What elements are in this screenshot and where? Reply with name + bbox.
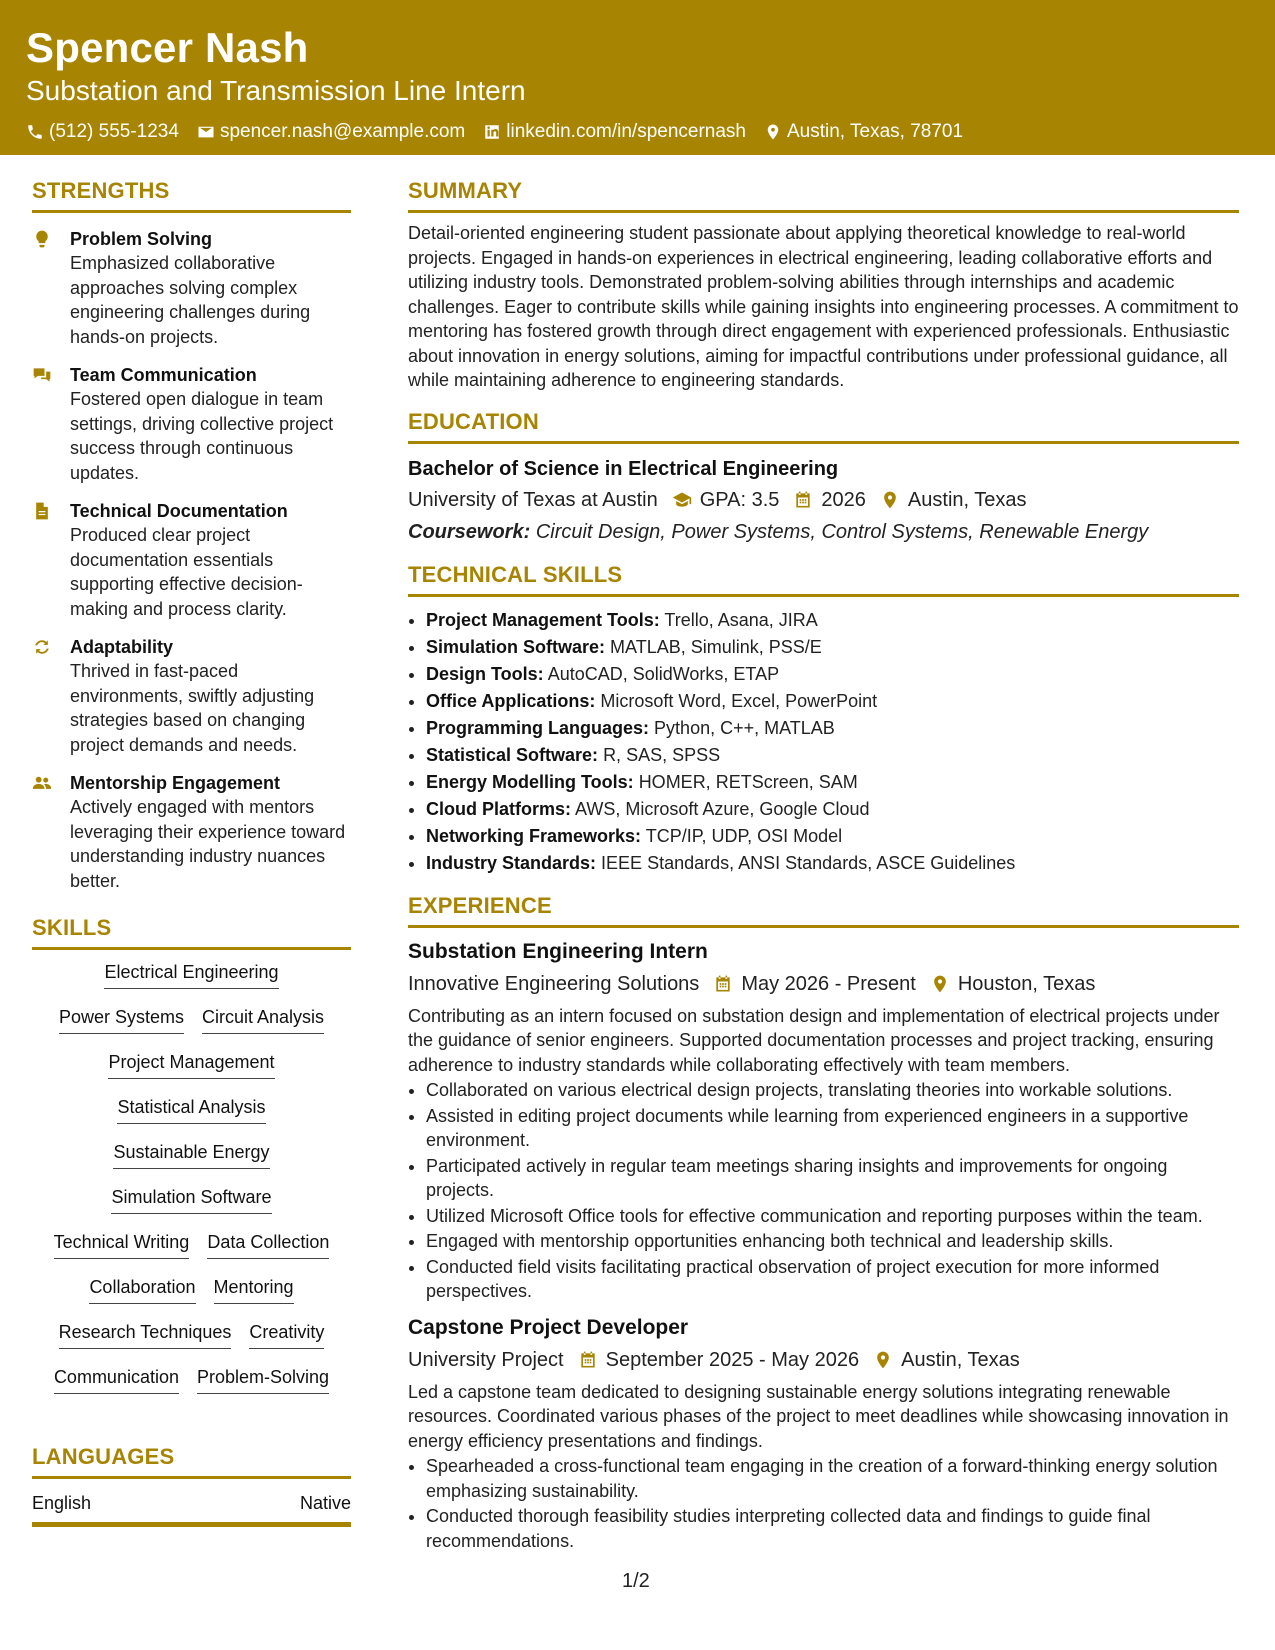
technical-skill-value: MATLAB, Simulink, PSS/E <box>610 636 822 657</box>
summary-heading: SUMMARY <box>408 178 1239 213</box>
degree-title: Bachelor of Science in Electrical Engineering <box>408 457 839 480</box>
strength-description: Fostered open dialogue in team settings, driving collective project success through continuous updates. <box>70 389 334 483</box>
contact-phone <box>26 120 179 144</box>
technical-skill-label: Design Tools: <box>426 663 544 684</box>
skill-tag: Creativity <box>249 1320 324 1349</box>
technical-skill-value: Python, C++, MATLAB <box>654 717 835 738</box>
resume-header <box>0 0 1275 155</box>
job-bullet: • Conducted field visits facilitating practical observation of project execution for more informed perspectives. <box>426 1255 1239 1304</box>
technical-skill-value: R, SAS, SPSS <box>603 744 721 765</box>
technical-skill-label: Project Management Tools: <box>426 609 660 630</box>
skill-tag: Mentoring <box>214 1275 294 1304</box>
lightbulb-icon <box>32 229 52 249</box>
job-title: Substation Engineering Intern <box>408 939 708 963</box>
users-icon <box>32 773 52 793</box>
technical-skill-label: Cloud Platforms: <box>426 798 572 819</box>
strength-item <box>32 635 351 757</box>
job-description: Led a capstone team dedicated to designing sustainable energy solutions integrating renewable resources. Coordinated various phases of the project to meet deadlines while showcasing innovation in energy efficiency presentations and findings. <box>408 1381 1229 1451</box>
technical-skill-value: Trello, Asana, JIRA <box>664 609 818 630</box>
gpa-item <box>672 486 780 514</box>
language-name: English <box>32 1493 92 1513</box>
job-bullets <box>408 1078 1239 1304</box>
chat-bubbles-icon <box>32 365 52 385</box>
coursework-label: Coursework: <box>408 520 531 543</box>
technical-skill-value: HOMER, RETScreen, SAM <box>638 771 858 792</box>
job-dates-item <box>713 970 916 998</box>
skill-tag: Project Management <box>108 1050 274 1079</box>
job-entry <box>408 1314 1239 1554</box>
strengths-heading: STRENGTHS <box>32 178 351 213</box>
jobs-list <box>408 938 1239 1554</box>
job-location: Houston, Texas <box>957 972 1096 995</box>
contact-bar <box>26 120 1249 144</box>
skills-list <box>32 960 351 1410</box>
job-bullet: • Collaborated on various electrical design projects, translating theories into workable solutions. <box>426 1078 1239 1103</box>
calendar-icon <box>713 974 733 994</box>
coursework-list: Circuit Design, Power Systems, Control Systems, Renewable Energy <box>535 520 1149 543</box>
job-dates: May 2026 - Present <box>741 972 916 995</box>
skill-tag: Research Techniques <box>59 1320 232 1349</box>
graduation-cap-icon <box>672 490 692 510</box>
job-dates-item <box>578 1346 860 1374</box>
skill-tag: Data Collection <box>207 1230 329 1259</box>
technical-skill-item <box>426 634 1239 661</box>
job-bullet: • Utilized Microsoft Office tools for effective communication and reporting purposes within the team. <box>426 1204 1239 1229</box>
linkedin-icon <box>483 123 501 141</box>
languages-section <box>32 1444 351 1527</box>
strength-description: Emphasized collaborative approaches solving complex engineering challenges during hands-on projects. <box>70 253 311 347</box>
technical-skill-value: AutoCAD, SolidWorks, ETAP <box>547 663 780 684</box>
skill-tag: Problem-Solving <box>197 1365 329 1394</box>
skill-tag: Circuit Analysis <box>202 1005 324 1034</box>
skill-row <box>32 1275 351 1320</box>
education-heading: EDUCATION <box>408 409 1239 444</box>
summary-section <box>408 178 1239 393</box>
phone-text: (512) 555-1234 <box>49 121 179 142</box>
job-bullet: • Participated actively in regular team meetings sharing insights and improvements for ongoing projects. <box>426 1154 1239 1203</box>
experience-section <box>408 893 1239 1554</box>
technical-skill-label: Programming Languages: <box>426 717 650 738</box>
refresh-icon <box>32 637 52 657</box>
strength-body <box>70 771 351 893</box>
skill-tag: Simulation Software <box>111 1185 271 1214</box>
education-section <box>408 409 1239 546</box>
skill-tag: Electrical Engineering <box>104 960 278 989</box>
strengths-list <box>32 227 351 893</box>
skills-heading: SKILLS <box>32 915 351 950</box>
education-location: Austin, Texas <box>907 488 1027 511</box>
calendar-icon <box>793 490 813 510</box>
company-name: Innovative Engineering Solutions <box>408 972 700 995</box>
strength-item <box>32 227 351 349</box>
skill-row <box>32 1050 351 1095</box>
technical-skill-value: Microsoft Word, Excel, PowerPoint <box>600 690 878 711</box>
job-location: Austin, Texas <box>901 1348 1020 1371</box>
strength-description: Produced clear project documentation essentials supporting effective decision-making and process clarity. <box>70 525 303 619</box>
technical-skill-item <box>426 688 1239 715</box>
skill-row <box>32 1095 351 1140</box>
technical-skill-label: Energy Modelling Tools: <box>426 771 634 792</box>
company-name: University Project <box>408 1348 564 1371</box>
job-dates: September 2025 - May 2026 <box>605 1348 860 1371</box>
technical-skills-list <box>408 607 1239 877</box>
technical-skill-item <box>426 850 1239 877</box>
skill-tag: Communication <box>54 1365 179 1394</box>
technical-skill-item <box>426 769 1239 796</box>
technical-skill-value: AWS, Microsoft Azure, Google Cloud <box>575 798 870 819</box>
skill-row <box>32 1140 351 1185</box>
skill-row <box>32 1185 351 1230</box>
page-indicator: 1/2 <box>622 1570 650 1592</box>
email-text[interactable]: spencer.nash@example.com <box>219 121 466 142</box>
strength-body <box>70 363 351 485</box>
job-meta <box>408 1346 1239 1374</box>
technical-skill-item <box>426 715 1239 742</box>
skill-tag: Statistical Analysis <box>117 1095 265 1124</box>
strength-title: Team Communication <box>70 365 257 385</box>
technical-skill-item <box>426 661 1239 688</box>
candidate-title: Substation and Transmission Line Intern <box>26 75 526 106</box>
skill-row <box>32 960 351 1005</box>
gpa-text: GPA: 3.5 <box>699 488 780 511</box>
left-column <box>32 178 351 1527</box>
strength-icon-wrap <box>32 771 70 893</box>
experience-heading: EXPERIENCE <box>408 893 1239 928</box>
job-title: Capstone Project Developer <box>408 1315 689 1339</box>
summary-text: Detail-oriented engineering student passionate about applying theoretical knowledge to real-world projects. Engaged in hands-on experiences in electrical engineering, leading collaborative efforts and utilizing industry tools. Demonstrated problem-solving abilities through internships and academic challenges. Eager to contribute skills while gaining insights into engineering processes. A commitment to mentoring has fostered growth through direct engagement with experienced professionals. Enthusiastic about innovation in energy solutions, aiming for impactful contributions under professional guidance, all while maintaining adherence to engineering standards. <box>408 223 1239 390</box>
skill-row <box>32 1230 351 1275</box>
map-pin-icon <box>930 974 950 994</box>
technical-skill-value: TCP/IP, UDP, OSI Model <box>645 825 843 846</box>
map-pin-icon <box>873 1350 893 1370</box>
technical-skill-item <box>426 796 1239 823</box>
strength-description: Actively engaged with mentors leveraging their experience toward understanding industry nuances better. <box>70 797 346 891</box>
document-icon <box>32 501 52 521</box>
job-bullets <box>408 1454 1239 1553</box>
job-description: Contributing as an intern focused on substation design and implementation of electrical projects under the guidance of senior engineers. Supported documentation processes and project tracking, ensuring adherence to industry standards while collaborating effectively with team members. <box>408 1005 1220 1075</box>
technical-skills-heading: TECHNICAL SKILLS <box>408 562 1239 597</box>
strength-description: Thrived in fast-paced environments, swiftly adjusting strategies based on changing project demands and needs. <box>70 661 315 755</box>
map-pin-icon <box>764 123 782 141</box>
strength-icon-wrap <box>32 635 70 757</box>
job-bullet: • Engaged with mentorship opportunities enhancing both technical and leadership skills. <box>426 1229 1239 1254</box>
skill-row <box>32 1005 351 1050</box>
contact-location <box>764 120 963 144</box>
job-entry <box>408 938 1239 1304</box>
strength-item <box>32 771 351 893</box>
skill-row <box>32 1320 351 1365</box>
calendar-icon <box>578 1350 598 1370</box>
map-pin-icon <box>880 490 900 510</box>
language-level: Native <box>299 1493 351 1513</box>
skill-row <box>32 1365 351 1410</box>
school-name: University of Texas at Austin <box>408 488 658 511</box>
strength-body <box>70 499 351 621</box>
education-location-item <box>880 486 1027 514</box>
technical-skill-label: Simulation Software: <box>426 636 606 657</box>
candidate-name: Spencer Nash <box>26 24 309 71</box>
coursework-line <box>408 518 1239 546</box>
strength-icon-wrap <box>32 363 70 485</box>
strength-title: Problem Solving <box>70 229 213 249</box>
technical-skill-label: Industry Standards: <box>426 852 597 873</box>
technical-skill-label: Office Applications: <box>426 690 596 711</box>
envelope-icon <box>197 123 215 141</box>
graduation-year: 2026 <box>821 488 866 511</box>
strength-icon-wrap <box>32 499 70 621</box>
strength-body <box>70 227 351 349</box>
contact-linkedin[interactable] <box>483 120 746 144</box>
strength-icon-wrap <box>32 227 70 349</box>
skill-tag: Sustainable Energy <box>113 1140 269 1169</box>
languages-heading: LANGUAGES <box>32 1444 351 1479</box>
technical-skills-section <box>408 562 1239 877</box>
skill-tag: Collaboration <box>89 1275 195 1304</box>
strength-title: Mentorship Engagement <box>70 773 281 793</box>
job-bullet: • Assisted in editing project documents while learning from experienced engineers in a supportive environment. <box>426 1104 1239 1153</box>
phone-icon <box>26 123 44 141</box>
job-location-item <box>873 1346 1020 1374</box>
strength-body <box>70 635 351 757</box>
technical-skill-value: IEEE Standards, ANSI Standards, ASCE Guidelines <box>601 852 1016 873</box>
skill-tag: Power Systems <box>59 1005 184 1034</box>
technical-skill-item <box>426 823 1239 850</box>
job-meta <box>408 970 1239 998</box>
technical-skill-label: Networking Frameworks: <box>426 825 642 846</box>
technical-skill-item <box>426 607 1239 634</box>
skills-section <box>32 915 351 1410</box>
strength-item <box>32 363 351 485</box>
contact-email[interactable] <box>197 120 465 144</box>
technical-skill-label: Statistical Software: <box>426 744 599 765</box>
right-column <box>408 178 1239 1553</box>
language-row <box>32 1479 351 1527</box>
location-text: Austin, Texas, 78701 <box>787 121 964 142</box>
linkedin-text[interactable]: linkedin.com/in/spencernash <box>506 121 746 142</box>
job-bullet: • Spearheaded a cross-functional team engaging in the creation of a forward-thinking energy solution emphasizing sustainability. <box>426 1454 1239 1503</box>
year-item <box>793 486 866 514</box>
strength-title: Technical Documentation <box>70 501 288 521</box>
education-meta <box>408 486 1239 514</box>
skill-tag: Technical Writing <box>54 1230 190 1259</box>
technical-skill-item <box>426 742 1239 769</box>
job-location-item <box>930 970 1096 998</box>
strength-title: Adaptability <box>70 637 174 657</box>
job-bullet: • Conducted thorough feasibility studies interpreting collected data and findings to guide final recommendations. <box>426 1504 1239 1553</box>
strength-item <box>32 499 351 621</box>
